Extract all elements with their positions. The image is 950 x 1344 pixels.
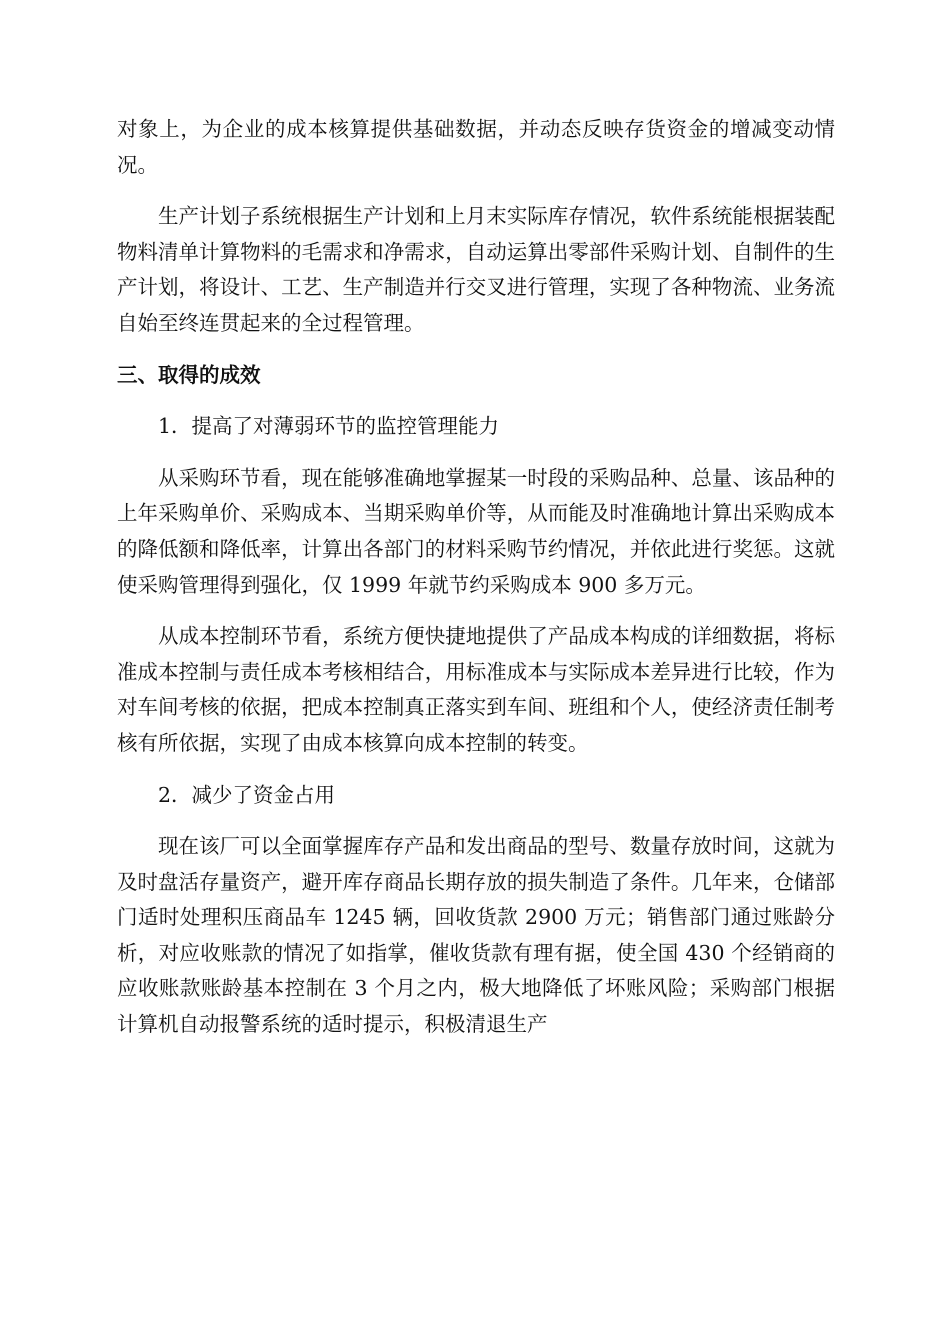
subheading-funds: 2．减少了资金占用 (158, 782, 336, 807)
paragraph-gap (117, 603, 835, 619)
paragraph-gap (117, 813, 835, 829)
paragraph-gap (117, 445, 835, 461)
document-body (117, 112, 835, 1043)
paragraph-gap (117, 183, 835, 199)
paragraph-funds: 现在该厂可以全面掌握库存产品和发出商品的型号、数量存放时间，这就为及时盘活存量资产，避开库存商品长期存放的损失制造了条件。几年来，仓储部门适时处理积压商品车 1245 辆，回收货款 2900 万元；销售部门通过账龄分析，对应收账款的情况了如指掌，催收货款有理有据，使全国 430 个经销商的应收账款账龄基本控制在 3 个月之内，极大地降低了坏账风险；采购部门根据计算机自动报警系统的适时提示，积极清退生产 (117, 834, 835, 1037)
paragraph-production-planning: 生产计划子系统根据生产计划和上月末实际库存情况，软件系统能根据装配物料清单计算物料的毛需求和净需求，自动运算出零部件采购计划、自制件的生产计划，将设计、工艺、生产制造并行交叉进行管理，实现了各种物流、业务流自始至终连贯起来的全过程管理。 (117, 204, 835, 335)
subheading-monitoring: 1．提高了对薄弱环节的监控管理能力 (158, 414, 500, 439)
paragraph-purchasing: 从采购环节看，现在能够准确地掌握某一时段的采购品种、总量、该品种的上年采购单价、采购成本、当期采购单价等，从而能及时准确地计算出采购成本的降低额和降低率，计算出各部门的材料采购节约情况，并依此进行奖惩。这就使采购管理得到强化，仅 1999 年就节约采购成本 900 多万元。 (117, 465, 835, 597)
paragraph-gap (117, 762, 835, 778)
section-heading-results: 三、取得的成效 (117, 362, 261, 387)
paragraph-cost-control: 从成本控制环节看，系统方便快捷地提供了产品成本构成的详细数据，将标准成本控制与责任成本考核相结合，用标准成本与实际成本差异进行比较，作为对车间考核的依据，把成本控制真正落实到车间、班组和个人，使经济责任制考核有所依据，实现了由成本核算向成本控制的转变。 (117, 624, 835, 755)
paragraph-gap (117, 393, 835, 409)
paragraph-gap (117, 342, 835, 358)
paragraph-continued: 对象上，为企业的成本核算提供基础数据，并动态反映存货资金的增减变动情况。 (117, 117, 835, 177)
